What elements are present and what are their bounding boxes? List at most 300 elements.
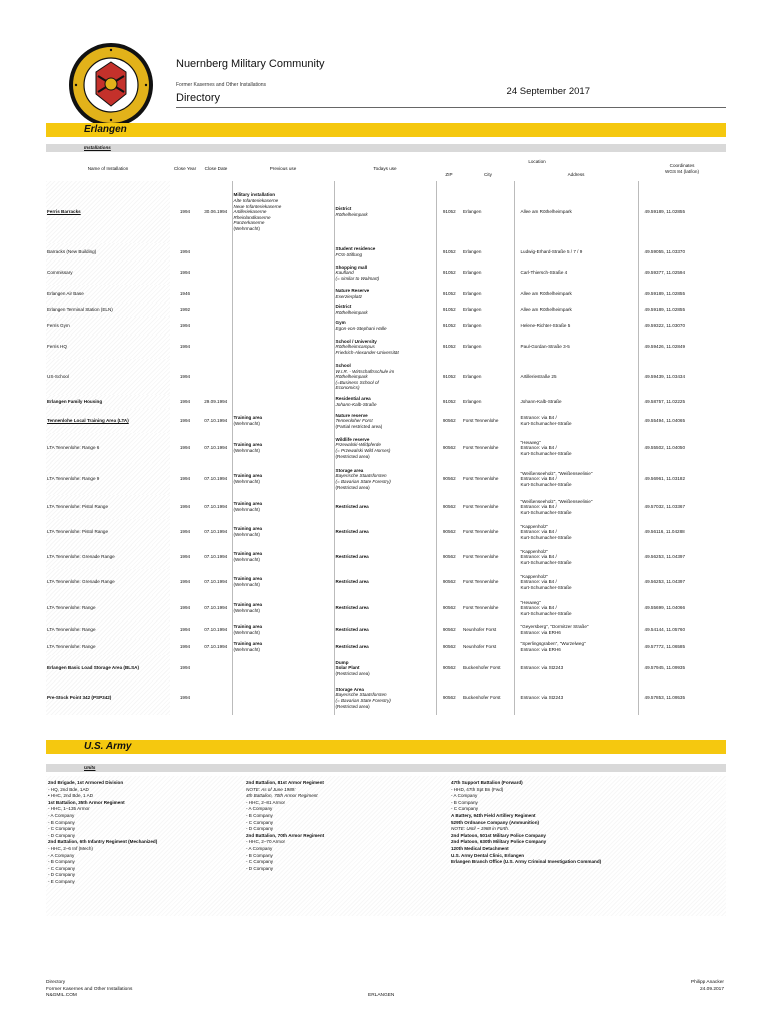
unit-line: - D Company: [246, 865, 274, 871]
todays-use-line: (Restricted area): [335, 484, 370, 490]
city-cell: [462, 463, 514, 495]
zip-cell: [436, 285, 462, 303]
coordinates: 49.59055, 11.03370: [644, 249, 686, 255]
close-year-cell: [170, 655, 200, 681]
address-line: Entrance: via B4 /: [520, 476, 557, 482]
table-row: [46, 621, 726, 639]
coordinates-cell: [638, 433, 726, 463]
todays-use-line: Shopping mall: [335, 264, 368, 270]
footer-right-line: Philipp Anacker: [690, 980, 724, 985]
previous-use-cell: [232, 495, 334, 519]
previous-use-line: Training area: [233, 551, 263, 557]
installation-name: LTA Tennenlohe: Pistol Range: [47, 529, 109, 535]
coordinates: 49.57945, 11.09935: [644, 665, 686, 671]
address-cell: [514, 303, 638, 317]
address-line: "Kappenholz": [520, 523, 549, 529]
close-year: 1994: [179, 209, 191, 215]
table-row: [46, 335, 726, 359]
close-date-cell: [200, 395, 232, 409]
address-line: Allee am Röthelheimpark: [520, 209, 572, 215]
installation-name-cell: [46, 681, 170, 715]
close-year-cell: [170, 569, 200, 595]
coordinates-cell: [638, 409, 726, 433]
zip-cell: [436, 181, 462, 243]
coordinates: 49.59377, 11.02594: [644, 270, 686, 276]
document-title: Nuernberg Military Community: [176, 58, 325, 70]
previous-use-line: (Wehrmacht): [233, 582, 260, 587]
unit-line: NOTE: As of June 1989:: [246, 786, 296, 792]
zip-cell: [436, 335, 462, 359]
city-cell: [462, 285, 514, 303]
col-header-city: City: [484, 171, 492, 177]
zip-code: 90562: [442, 476, 456, 482]
close-date-cell: [200, 545, 232, 569]
todays-use-line: Solar Plant: [335, 665, 360, 671]
zip-cell: [436, 409, 462, 433]
todays-use-cell: [334, 409, 436, 433]
city-name: Neunhofer Forst: [463, 627, 497, 633]
close-year: 1994: [179, 554, 191, 560]
previous-use-cell: [232, 621, 334, 639]
close-year: 1994: [179, 445, 191, 451]
previous-use-line: Training area: [233, 415, 263, 421]
previous-use-cell: [232, 317, 334, 335]
address-cell: [514, 317, 638, 335]
coordinates: 49.55494, 11.04065: [644, 418, 686, 424]
city-cell: [462, 681, 514, 715]
close-date: 07.10.1994: [204, 445, 228, 451]
todays-use-line: Bayerische Staatsforsten: [335, 473, 387, 479]
zip-cell: [436, 569, 462, 595]
zip-cell: [436, 655, 462, 681]
todays-use-line: Przewalski-Wildpferde: [335, 442, 381, 448]
address-line: Allee am Röthelheimpark: [520, 307, 572, 313]
address-line: "Kappenholz": [520, 548, 549, 554]
todays-use-line: District: [335, 304, 352, 310]
close-date: 07.10.1994: [204, 605, 228, 611]
previous-use-cell: [232, 519, 334, 545]
close-date: 07.10.1994: [204, 476, 228, 482]
table-row: [46, 681, 726, 715]
close-date-cell: [200, 317, 232, 335]
installation-name-cell: [46, 409, 170, 433]
close-year-cell: [170, 519, 200, 545]
city-name: Buckenhofer Forst: [463, 695, 501, 701]
installation-name: Erlangen Basic Load Storage Area (BLSA): [47, 665, 139, 671]
zip-cell: [436, 359, 462, 395]
footer-left-line: Former Kasernes and Other Installations: [46, 986, 133, 992]
previous-use-line: Training area: [233, 473, 263, 479]
close-year: 1994: [179, 579, 191, 585]
todays-use-line: Röthelheimpark: [335, 374, 368, 380]
unit-line: - D Company: [246, 826, 274, 832]
coordinates: 49.56253, 11.04397: [644, 554, 686, 560]
close-date: 07.10.1994: [204, 504, 228, 510]
installation-name: Barracks (New Building): [47, 249, 97, 255]
city-name: Buckenhofer Forst: [463, 665, 501, 671]
city-name: Forst Tennenlohe: [463, 476, 499, 482]
previous-use-cell: [232, 595, 334, 621]
table-row: [46, 545, 726, 569]
city-name: Erlangen: [463, 307, 482, 313]
unit-line: 47th Support Battalion (Forward): [451, 780, 523, 785]
units-column-2: [246, 780, 324, 872]
coordinates: 49.59426, 11.02849: [644, 344, 686, 350]
installation-name: LTA Tennenlohe: Grenade Range: [47, 579, 115, 585]
installations-table-body: [46, 181, 726, 715]
todays-use-line: (= Bavarian State Forestry): [335, 698, 391, 703]
coordinates-cell: [638, 495, 726, 519]
unit-line: U.S. Army Dental Clinic, Erlangen: [451, 852, 525, 858]
coordinates: 49.59322, 11.03070: [644, 323, 686, 329]
address-line: Johann-Kalb-Straße: [520, 399, 562, 405]
address-line: Entrance: via B4 /: [520, 445, 557, 451]
city-cell: [462, 243, 514, 261]
previous-use-line: (Wehrmacht): [233, 608, 260, 613]
zip-code: 91052: [442, 323, 456, 329]
unit-line: - HHC, 2–70 Armor: [246, 839, 286, 845]
installation-name-cell: [46, 303, 170, 317]
todays-use-line: (Partial restricted area): [335, 423, 383, 429]
zip-code: 90562: [442, 695, 456, 701]
installation-name-cell: [46, 655, 170, 681]
city-name: Erlangen: [463, 249, 482, 255]
zip-cell: [436, 681, 462, 715]
table-row: [46, 261, 726, 285]
installation-name-cell: [46, 495, 170, 519]
city-name: Forst Tennenlohe: [463, 504, 499, 510]
coordinates-cell: [638, 545, 726, 569]
unit-line: 4th Battalion, 70th Armor Regiment: [246, 793, 318, 799]
previous-use-line: (Wehrmacht): [233, 557, 260, 562]
unit-line: - A Company: [48, 852, 75, 858]
close-date: 07.10.1994: [204, 579, 228, 585]
city-cell: [462, 519, 514, 545]
previous-use-line: Training area: [233, 576, 263, 582]
previous-use-line: Training area: [233, 442, 263, 448]
table-row: [46, 519, 726, 545]
todays-use-line: Kaufland: [335, 270, 354, 276]
installation-name: Ferris Barracks: [47, 209, 81, 215]
unit-line: - C Company: [246, 859, 274, 865]
address-line: Entrance: via ERH6: [520, 630, 561, 635]
coordinates-cell: [638, 569, 726, 595]
address-line: "Sperlingsgraben", "Wurzelweg": [520, 641, 586, 647]
city-cell: [462, 335, 514, 359]
todays-use-line: Restricted area: [335, 579, 369, 585]
section-title-erlangen: Erlangen: [84, 124, 127, 135]
coordinates-cell: [638, 655, 726, 681]
address-line: Entrance: via St2243: [520, 695, 564, 701]
installation-name: LTA Tennenlohe: Range 9: [47, 476, 100, 482]
address-cell: [514, 495, 638, 519]
address-line: Entrance: via B4 /: [520, 605, 557, 611]
close-year: 1994: [179, 270, 191, 276]
installation-name-cell: [46, 395, 170, 409]
todays-use-cell: [334, 317, 436, 335]
coordinates-cell: [638, 595, 726, 621]
city-cell: [462, 181, 514, 243]
todays-use-line: Nature Reserve: [335, 288, 370, 294]
address-line: Entrance: via B4 /: [520, 554, 557, 560]
installation-name-cell: [46, 639, 170, 655]
address-cell: [514, 243, 638, 261]
close-date-cell: [200, 569, 232, 595]
zip-cell: [436, 433, 462, 463]
city-cell: [462, 655, 514, 681]
previous-use-line: (Wehrmacht): [233, 448, 260, 453]
coordinates: 49.55502, 11.04050: [644, 445, 686, 451]
installation-name-cell: [46, 433, 170, 463]
city-cell: [462, 261, 514, 285]
table-row: [46, 317, 726, 335]
previous-use-line: (Wehrmacht): [233, 532, 260, 537]
previous-use-line: Neue Infanteriekaserne: [233, 203, 282, 209]
todays-use-cell: [334, 639, 436, 655]
todays-use-cell: [334, 395, 436, 409]
previous-use-cell: [232, 569, 334, 595]
zip-cell: [436, 463, 462, 495]
address-line: "Weißenseeholz", "Weißenseelinie": [520, 470, 593, 476]
coordinates: 49.59439, 11.03434: [644, 374, 686, 380]
previous-use-cell: [232, 463, 334, 495]
zip-code: 90562: [442, 504, 456, 510]
address-line: Entrance: via ERH6: [520, 647, 561, 652]
unit-line: - C Company: [451, 806, 479, 812]
table-row: [46, 409, 726, 433]
previous-use-cell: [232, 433, 334, 463]
coordinates: 49.56116, 11.04288: [644, 529, 685, 535]
coordinates: 49.59189, 11.02855: [644, 307, 686, 313]
close-date-cell: [200, 181, 232, 243]
unit-line: - B Company: [246, 812, 273, 818]
close-date-cell: [200, 519, 232, 545]
table-row: [46, 433, 726, 463]
address-cell: [514, 569, 638, 595]
close-date: 07.10.1994: [204, 644, 228, 650]
todays-use-cell: [334, 181, 436, 243]
todays-use-line: W.I.R. - Wirtschaftsschule im: [335, 368, 395, 374]
previous-use-line: (Wehrmacht): [233, 630, 260, 635]
table-row: [46, 639, 726, 655]
address-cell: [514, 595, 638, 621]
unit-line: 2nd Battalion, 6th Infantry Regiment (Mechanized): [48, 839, 158, 845]
coordinates: 49.57032, 11.03367: [644, 504, 686, 510]
unit-line: 529th Ordnance Company (Ammunition): [451, 819, 540, 825]
previous-use-line: Training area: [233, 641, 263, 647]
zip-code: 90562: [442, 554, 456, 560]
installations-table: [46, 156, 726, 715]
installation-name-cell: [46, 545, 170, 569]
coordinates-cell: [638, 639, 726, 655]
section-title-us-army: U.S. Army: [84, 741, 132, 752]
todays-use-line: Egon-von-Stephani Halle: [335, 326, 387, 331]
coordinates: 49.59189, 11.02855: [644, 209, 686, 215]
document-date: 24 September 2017: [506, 86, 590, 97]
previous-use-line: (Wehrmacht): [233, 479, 260, 484]
todays-use-cell: [334, 359, 436, 395]
zip-cell: [436, 519, 462, 545]
close-year-cell: [170, 317, 200, 335]
address-cell: [514, 395, 638, 409]
todays-use-line: FOS-Stiftung: [335, 252, 363, 257]
address-cell: [514, 285, 638, 303]
unit-line: - B Company: [451, 799, 478, 805]
installation-name-cell: [46, 569, 170, 595]
zip-cell: [436, 303, 462, 317]
unit-line: 2nd Battalion, 70th Armor Regiment: [246, 832, 325, 838]
unit-line: - A Company: [451, 793, 478, 799]
close-year-cell: [170, 545, 200, 569]
close-year-cell: [170, 395, 200, 409]
unit-line: - B Company: [48, 859, 75, 865]
coordinates-cell: [638, 303, 726, 317]
address-cell: [514, 359, 638, 395]
close-date-cell: [200, 261, 232, 285]
todays-use-line: Storage area: [335, 467, 364, 473]
footer-left: [46, 980, 132, 1000]
address-line: Entrance: via B4 /: [520, 504, 557, 510]
unit-line: - C Company: [48, 826, 76, 832]
coordinates-cell: [638, 243, 726, 261]
subsection-bar-units: [46, 764, 726, 772]
installation-name: Erlangen Terminal Station (ELN): [47, 307, 113, 313]
col-header-previous-use: Previous use: [269, 165, 297, 171]
todays-use-line: Restricted area: [335, 554, 369, 560]
coordinates-cell: [638, 285, 726, 303]
city-cell: [462, 621, 514, 639]
unit-line: - C Company: [246, 819, 274, 825]
units-panel: [46, 776, 726, 916]
zip-code: 90562: [442, 445, 456, 451]
unit-line: - A Company: [246, 806, 273, 812]
close-year-cell: [170, 595, 200, 621]
todays-use-line: Friedrich-Alexander-Universität: [335, 349, 399, 355]
unit-line: - HHC, 2–6 Inf (Mech): [48, 845, 93, 851]
coordinates-cell: [638, 261, 726, 285]
unit-line: - HHD, 47th Spt Bn (Fwd): [451, 786, 504, 792]
address-line: Allee am Röthelheimpark: [520, 291, 572, 297]
close-date-cell: [200, 335, 232, 359]
city-cell: [462, 495, 514, 519]
todays-use-line: District: [335, 206, 352, 212]
address-cell: [514, 409, 638, 433]
todays-use-line: Residential area: [335, 396, 371, 402]
zip-code: 91052: [442, 374, 456, 380]
unit-line: - A Company: [48, 812, 75, 818]
close-year-cell: [170, 621, 200, 639]
close-year-cell: [170, 463, 200, 495]
col-header-zip: ZIP: [445, 171, 453, 177]
todays-use-line: Restricted area: [335, 529, 369, 535]
address-line: Kurt-Schumacher-Straße: [520, 534, 572, 540]
close-year-cell: [170, 261, 200, 285]
table-row: [46, 181, 726, 243]
address-cell: [514, 655, 638, 681]
table-row: [46, 359, 726, 395]
table-row: [46, 395, 726, 409]
table-row: [46, 595, 726, 621]
address-line: Kurt-Schumacher-Straße: [520, 450, 572, 456]
city-name: Erlangen: [463, 209, 482, 215]
coordinates: 49.58757, 11.02225: [644, 399, 686, 405]
unit-line: - E Company: [48, 878, 75, 884]
community-seal-logo: [68, 42, 154, 128]
todays-use-line: Röthelheimcampus: [335, 344, 375, 350]
todays-use-line: Gym: [335, 320, 346, 326]
close-date-cell: [200, 621, 232, 639]
installation-name: LTA Tennenlohe: Range: [47, 644, 96, 650]
address-cell: [514, 335, 638, 359]
zip-code: 90562: [442, 529, 456, 535]
city-name: Neunhofer Forst: [463, 644, 497, 650]
previous-use-cell: [232, 681, 334, 715]
todays-use-cell: [334, 495, 436, 519]
previous-use-cell: [232, 545, 334, 569]
close-year-cell: [170, 433, 200, 463]
installation-name-cell: [46, 463, 170, 495]
city-cell: [462, 359, 514, 395]
footer-center: ERLANGEN: [368, 993, 395, 998]
previous-use-cell: [232, 639, 334, 655]
previous-use-line: Training area: [233, 624, 263, 630]
installation-name-cell: [46, 519, 170, 545]
footer-right: [691, 980, 724, 993]
coordinates-cell: [638, 519, 726, 545]
table-row: [46, 303, 726, 317]
previous-use-cell: [232, 303, 334, 317]
city-name: Forst Tennenlohe: [463, 529, 499, 535]
close-year: 1994: [179, 476, 191, 482]
previous-use-cell: [232, 243, 334, 261]
todays-use-line: School: [335, 363, 351, 369]
address-line: "Kappenholz": [520, 573, 549, 579]
unit-line: - HQ, 2nd Bde, 1AD: [48, 786, 89, 792]
table-row: [46, 655, 726, 681]
previous-use-cell: [232, 181, 334, 243]
coordinates-cell: [638, 317, 726, 335]
address-cell: [514, 463, 638, 495]
coordinates-cell: [638, 181, 726, 243]
previous-use-cell: [232, 395, 334, 409]
address-cell: [514, 621, 638, 639]
todays-use-line: School / University: [335, 338, 377, 344]
zip-cell: [436, 243, 462, 261]
previous-use-line: Military installation: [233, 192, 276, 198]
section-band-erlangen: [46, 123, 726, 137]
close-year-cell: [170, 639, 200, 655]
address-cell: [514, 519, 638, 545]
zip-code: 91052: [442, 291, 456, 297]
city-name: Erlangen: [463, 344, 482, 350]
col-header-todays-use: Todays use: [373, 165, 397, 171]
todays-use-line: Restricted area: [335, 627, 369, 633]
todays-use-cell: [334, 463, 436, 495]
close-date: 29.09.1994: [204, 399, 228, 405]
previous-use-cell: [232, 409, 334, 433]
close-date-cell: [200, 243, 232, 261]
city-cell: [462, 545, 514, 569]
unit-line: 2nd Brigade, 1st Armored Division: [48, 780, 124, 785]
installation-name: LTA Tennenlohe: Grenade Range: [47, 554, 115, 560]
close-year: 1994: [179, 504, 191, 510]
unit-line: Erlangen Branch Office (U.S. Army Criminal Investigation Command): [451, 859, 602, 865]
address-line: "Weißenseeholz", "Weißenseelinie": [520, 498, 593, 504]
city-name: Erlangen: [463, 270, 482, 276]
todays-use-cell: [334, 681, 436, 715]
zip-code: 91052: [442, 307, 456, 313]
coordinates-cell: [638, 463, 726, 495]
